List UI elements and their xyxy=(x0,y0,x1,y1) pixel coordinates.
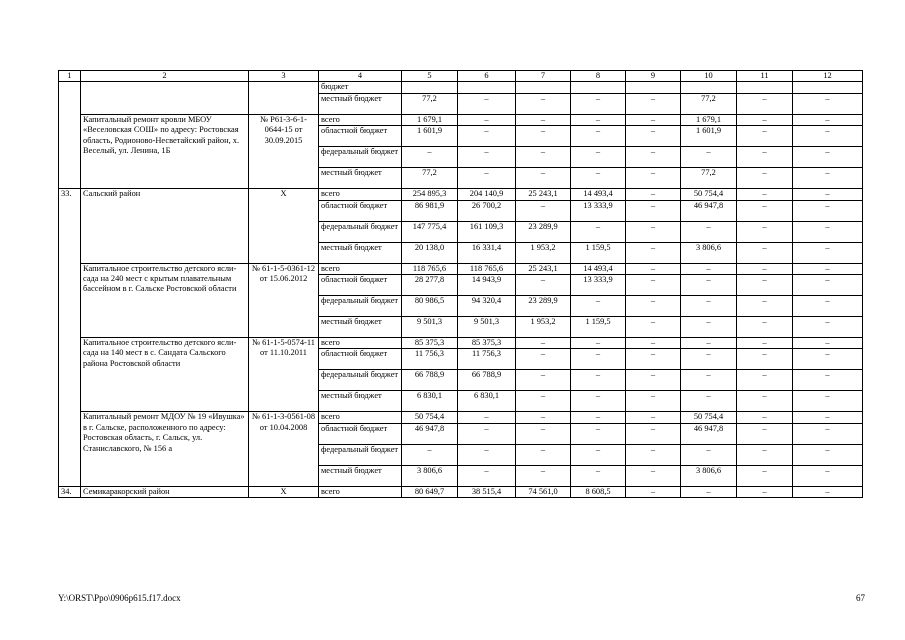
value-cell: – xyxy=(626,147,681,168)
value-cell: 14 493,4 xyxy=(571,263,626,274)
value-cell xyxy=(737,82,793,93)
value-cell: – xyxy=(626,189,681,200)
value-cell: 6 830,1 xyxy=(402,391,458,412)
document-number-cell: № Р61-3-6-1-0644-15 от 30.09.2015 xyxy=(249,114,319,188)
budget-type-cell: местный бюджет xyxy=(319,93,402,114)
object-name-cell: Капитальное строительство детского ясли-сада на 140 мест в с. Сандата Сальского района Ростовской области xyxy=(81,338,249,412)
budget-type-cell: федеральный бюджет xyxy=(319,444,402,465)
value-cell: – xyxy=(737,317,793,338)
value-cell: – xyxy=(571,370,626,391)
value-cell: – xyxy=(571,412,626,423)
value-cell: – xyxy=(626,370,681,391)
value-cell: – xyxy=(626,338,681,349)
budget-type-cell: местный бюджет xyxy=(319,242,402,263)
column-number: 3 xyxy=(249,71,319,82)
budget-type-cell: всего xyxy=(319,263,402,274)
value-cell: – xyxy=(626,114,681,125)
value-cell: – xyxy=(626,486,681,497)
value-cell: – xyxy=(737,275,793,296)
budget-type-cell: областной бюджет xyxy=(319,126,402,147)
value-cell: – xyxy=(626,126,681,147)
value-cell: – xyxy=(626,242,681,263)
value-cell: 25 243,1 xyxy=(516,189,571,200)
value-cell: 46 947,8 xyxy=(402,423,458,444)
budget-type-cell: федеральный бюджет xyxy=(319,221,402,242)
budget-type-cell: всего xyxy=(319,338,402,349)
table-row xyxy=(59,114,863,125)
value-cell: – xyxy=(571,423,626,444)
document-number-cell: Х xyxy=(249,486,319,497)
value-cell: 161 109,3 xyxy=(458,221,516,242)
value-cell: – xyxy=(626,412,681,423)
value-cell: – xyxy=(516,200,571,221)
budget-type-cell: местный бюджет xyxy=(319,465,402,486)
value-cell: – xyxy=(626,423,681,444)
value-cell: – xyxy=(737,114,793,125)
value-cell: 11 756,3 xyxy=(402,349,458,370)
column-number: 5 xyxy=(402,71,458,82)
value-cell: 66 788,9 xyxy=(458,370,516,391)
value-cell: 1 601,9 xyxy=(402,126,458,147)
value-cell: – xyxy=(571,391,626,412)
table-row xyxy=(59,189,863,200)
value-cell: – xyxy=(793,296,863,317)
value-cell: 46 947,8 xyxy=(681,200,737,221)
value-cell: 254 895,3 xyxy=(402,189,458,200)
budget-type-cell: областной бюджет xyxy=(319,200,402,221)
file-path: Y:\ORST\Ppo\0906p615.f17.docx xyxy=(58,593,181,603)
value-cell: – xyxy=(626,349,681,370)
value-cell: – xyxy=(793,221,863,242)
value-cell: – xyxy=(516,370,571,391)
value-cell: – xyxy=(571,126,626,147)
value-cell: – xyxy=(458,168,516,189)
value-cell: – xyxy=(571,338,626,349)
value-cell: – xyxy=(626,391,681,412)
value-cell: – xyxy=(737,423,793,444)
value-cell: 77,2 xyxy=(681,93,737,114)
value-cell: 20 138,0 xyxy=(402,242,458,263)
value-cell: – xyxy=(516,465,571,486)
object-name-cell: Капитальный ремонт кровли МБОУ «Веселовская СОШ» по адресу: Ростовская область, Родионово-Несветайский район, х. Веселый, ул. Ленина, 1Б xyxy=(81,114,249,188)
value-cell: – xyxy=(458,114,516,125)
value-cell: – xyxy=(793,275,863,296)
column-number: 12 xyxy=(793,71,863,82)
value-cell: 77,2 xyxy=(681,168,737,189)
value-cell: – xyxy=(737,412,793,423)
value-cell: – xyxy=(516,275,571,296)
budget-type-cell: областной бюджет xyxy=(319,423,402,444)
table-row xyxy=(59,412,863,423)
value-cell: 14 943,9 xyxy=(458,275,516,296)
table-row xyxy=(59,82,863,93)
value-cell: – xyxy=(458,423,516,444)
value-cell: 1 159,5 xyxy=(571,317,626,338)
value-cell xyxy=(402,82,458,93)
value-cell: – xyxy=(571,465,626,486)
column-number: 9 xyxy=(626,71,681,82)
value-cell: – xyxy=(626,221,681,242)
value-cell: 25 243,1 xyxy=(516,263,571,274)
budget-type-cell: местный бюджет xyxy=(319,168,402,189)
value-cell: – xyxy=(737,391,793,412)
value-cell: – xyxy=(737,444,793,465)
value-cell: – xyxy=(516,114,571,125)
value-cell: 66 788,9 xyxy=(402,370,458,391)
value-cell: – xyxy=(793,370,863,391)
budget-type-cell: всего xyxy=(319,486,402,497)
value-cell: – xyxy=(793,168,863,189)
budget-type-cell: областной бюджет xyxy=(319,349,402,370)
value-cell: – xyxy=(681,263,737,274)
value-cell: 147 775,4 xyxy=(402,221,458,242)
value-cell: 11 756,3 xyxy=(458,349,516,370)
value-cell: – xyxy=(516,444,571,465)
budget-type-cell: местный бюджет xyxy=(319,317,402,338)
value-cell: 50 754,4 xyxy=(681,189,737,200)
value-cell: – xyxy=(516,338,571,349)
page-number: 67 xyxy=(856,593,865,603)
value-cell xyxy=(571,82,626,93)
value-cell: 13 333,9 xyxy=(571,275,626,296)
value-cell: – xyxy=(793,412,863,423)
value-cell: – xyxy=(571,93,626,114)
column-number: 11 xyxy=(737,71,793,82)
value-cell: – xyxy=(793,147,863,168)
value-cell: – xyxy=(516,147,571,168)
budget-type-cell: всего xyxy=(319,114,402,125)
value-cell: – xyxy=(626,93,681,114)
value-cell: 74 561,0 xyxy=(516,486,571,497)
table-row xyxy=(59,338,863,349)
column-number: 8 xyxy=(571,71,626,82)
value-cell: 80 986,5 xyxy=(402,296,458,317)
value-cell: 80 649,7 xyxy=(402,486,458,497)
value-cell: – xyxy=(681,391,737,412)
value-cell: – xyxy=(737,486,793,497)
value-cell: – xyxy=(571,296,626,317)
value-cell: – xyxy=(571,221,626,242)
value-cell: – xyxy=(571,349,626,370)
value-cell: – xyxy=(737,200,793,221)
document-number-cell xyxy=(249,82,319,114)
value-cell: – xyxy=(458,412,516,423)
value-cell: – xyxy=(793,200,863,221)
value-cell: 1 953,2 xyxy=(516,242,571,263)
value-cell: 77,2 xyxy=(402,93,458,114)
value-cell: – xyxy=(793,486,863,497)
value-cell: – xyxy=(626,200,681,221)
value-cell: – xyxy=(516,349,571,370)
table-row xyxy=(59,486,863,497)
value-cell: 77,2 xyxy=(402,168,458,189)
value-cell: – xyxy=(793,465,863,486)
value-cell: – xyxy=(793,263,863,274)
value-cell: – xyxy=(737,370,793,391)
value-cell: – xyxy=(571,147,626,168)
value-cell: – xyxy=(626,263,681,274)
value-cell: 38 515,4 xyxy=(458,486,516,497)
value-cell: – xyxy=(458,93,516,114)
value-cell: – xyxy=(737,242,793,263)
document-number-cell: № 61-1-3-0561-08 от 10.04.2008 xyxy=(249,412,319,486)
value-cell: 94 320,4 xyxy=(458,296,516,317)
value-cell: – xyxy=(681,486,737,497)
budget-type-cell: местный бюджет xyxy=(319,391,402,412)
value-cell: – xyxy=(626,168,681,189)
document-number-cell: № 61-1-5-0361-12 от 15.06.2012 xyxy=(249,263,319,337)
value-cell: 204 140,9 xyxy=(458,189,516,200)
value-cell: – xyxy=(793,338,863,349)
document-number-cell: № 61-1-5-0574-11 от 11.10.2011 xyxy=(249,338,319,412)
value-cell: – xyxy=(681,296,737,317)
value-cell xyxy=(516,82,571,93)
value-cell: – xyxy=(793,242,863,263)
value-cell: – xyxy=(571,114,626,125)
value-cell: – xyxy=(626,296,681,317)
row-number-cell xyxy=(59,82,81,189)
value-cell: – xyxy=(737,189,793,200)
value-cell: 9 501,3 xyxy=(402,317,458,338)
value-cell: 85 375,3 xyxy=(402,338,458,349)
value-cell: – xyxy=(681,338,737,349)
object-name-cell: Семикаракорский район xyxy=(81,486,249,497)
column-number: 2 xyxy=(81,71,249,82)
object-name-cell xyxy=(81,82,249,114)
value-cell: – xyxy=(516,168,571,189)
value-cell: 16 331,4 xyxy=(458,242,516,263)
value-cell: – xyxy=(516,126,571,147)
value-cell xyxy=(626,82,681,93)
value-cell: – xyxy=(681,147,737,168)
value-cell: – xyxy=(516,412,571,423)
value-cell: – xyxy=(681,317,737,338)
value-cell: – xyxy=(516,93,571,114)
budget-type-cell: федеральный бюджет xyxy=(319,370,402,391)
row-number-cell: 33. xyxy=(59,189,81,487)
column-number: 1 xyxy=(59,71,81,82)
value-cell: – xyxy=(737,263,793,274)
value-cell: – xyxy=(516,423,571,444)
value-cell: – xyxy=(737,296,793,317)
value-cell: 8 608,5 xyxy=(571,486,626,497)
object-name-cell: Капитальное строительство детского ясли-сада на 240 мест с крытым плавательным бассейном в г. Сальске Ростовской области xyxy=(81,263,249,337)
budget-type-cell: всего xyxy=(319,412,402,423)
value-cell: – xyxy=(793,444,863,465)
value-cell: 6 830,1 xyxy=(458,391,516,412)
value-cell: 1 953,2 xyxy=(516,317,571,338)
value-cell: – xyxy=(793,126,863,147)
value-cell: – xyxy=(458,147,516,168)
value-cell: – xyxy=(737,221,793,242)
value-cell: – xyxy=(626,465,681,486)
value-cell: – xyxy=(458,465,516,486)
value-cell: 3 806,6 xyxy=(681,465,737,486)
value-cell: – xyxy=(402,147,458,168)
value-cell: – xyxy=(681,370,737,391)
value-cell: – xyxy=(737,168,793,189)
value-cell: 46 947,8 xyxy=(681,423,737,444)
value-cell: 26 700,2 xyxy=(458,200,516,221)
value-cell: 50 754,4 xyxy=(681,412,737,423)
column-number: 7 xyxy=(516,71,571,82)
value-cell: 118 765,6 xyxy=(458,263,516,274)
value-cell: 23 289,9 xyxy=(516,221,571,242)
value-cell: – xyxy=(737,126,793,147)
value-cell: – xyxy=(793,93,863,114)
value-cell: 50 754,4 xyxy=(402,412,458,423)
value-cell: – xyxy=(458,444,516,465)
value-cell: – xyxy=(571,168,626,189)
budget-type-cell: всего xyxy=(319,189,402,200)
budget-type-cell: федеральный бюджет xyxy=(319,296,402,317)
value-cell: – xyxy=(737,465,793,486)
budget-table xyxy=(58,70,863,498)
table-row xyxy=(59,263,863,274)
value-cell: – xyxy=(681,275,737,296)
value-cell: 118 765,6 xyxy=(402,263,458,274)
value-cell: 1 679,1 xyxy=(681,114,737,125)
value-cell xyxy=(681,82,737,93)
value-cell: – xyxy=(402,444,458,465)
value-cell: 3 806,6 xyxy=(681,242,737,263)
value-cell: – xyxy=(737,93,793,114)
value-cell: 23 289,9 xyxy=(516,296,571,317)
value-cell: – xyxy=(793,349,863,370)
value-cell: – xyxy=(793,114,863,125)
budget-type-cell: бюджет xyxy=(319,82,402,93)
budget-type-cell: федеральный бюджет xyxy=(319,147,402,168)
value-cell: – xyxy=(626,317,681,338)
row-number-cell: 34. xyxy=(59,486,81,497)
value-cell: – xyxy=(516,391,571,412)
column-number: 4 xyxy=(319,71,402,82)
column-number: 10 xyxy=(681,71,737,82)
object-name-cell: Капитальный ремонт МДОУ № 19 «Ивушка» в г. Сальске, расположенного по адресу: Ростовская область, г. Сальск, ул. Станиславского, № 156 а xyxy=(81,412,249,486)
value-cell: – xyxy=(571,444,626,465)
value-cell: – xyxy=(626,275,681,296)
value-cell: – xyxy=(681,444,737,465)
value-cell: 28 277,8 xyxy=(402,275,458,296)
value-cell: 1 679,1 xyxy=(402,114,458,125)
value-cell: 14 493,4 xyxy=(571,189,626,200)
value-cell: 86 981,9 xyxy=(402,200,458,221)
value-cell xyxy=(793,82,863,93)
value-cell: – xyxy=(793,189,863,200)
value-cell: 13 333,9 xyxy=(571,200,626,221)
budget-type-cell: областной бюджет xyxy=(319,275,402,296)
value-cell: – xyxy=(626,444,681,465)
value-cell: – xyxy=(737,349,793,370)
value-cell: – xyxy=(737,338,793,349)
value-cell: 9 501,3 xyxy=(458,317,516,338)
value-cell: – xyxy=(458,126,516,147)
object-name-cell: Сальский район xyxy=(81,189,249,263)
value-cell: 85 375,3 xyxy=(458,338,516,349)
document-number-cell: Х xyxy=(249,189,319,263)
value-cell: 1 159,5 xyxy=(571,242,626,263)
value-cell: 1 601,9 xyxy=(681,126,737,147)
value-cell: – xyxy=(793,391,863,412)
value-cell: – xyxy=(737,147,793,168)
value-cell xyxy=(458,82,516,93)
column-number: 6 xyxy=(458,71,516,82)
column-number-row xyxy=(59,71,863,82)
value-cell: – xyxy=(793,423,863,444)
value-cell: 3 806,6 xyxy=(402,465,458,486)
value-cell: – xyxy=(793,317,863,338)
value-cell: – xyxy=(681,221,737,242)
value-cell: – xyxy=(681,349,737,370)
